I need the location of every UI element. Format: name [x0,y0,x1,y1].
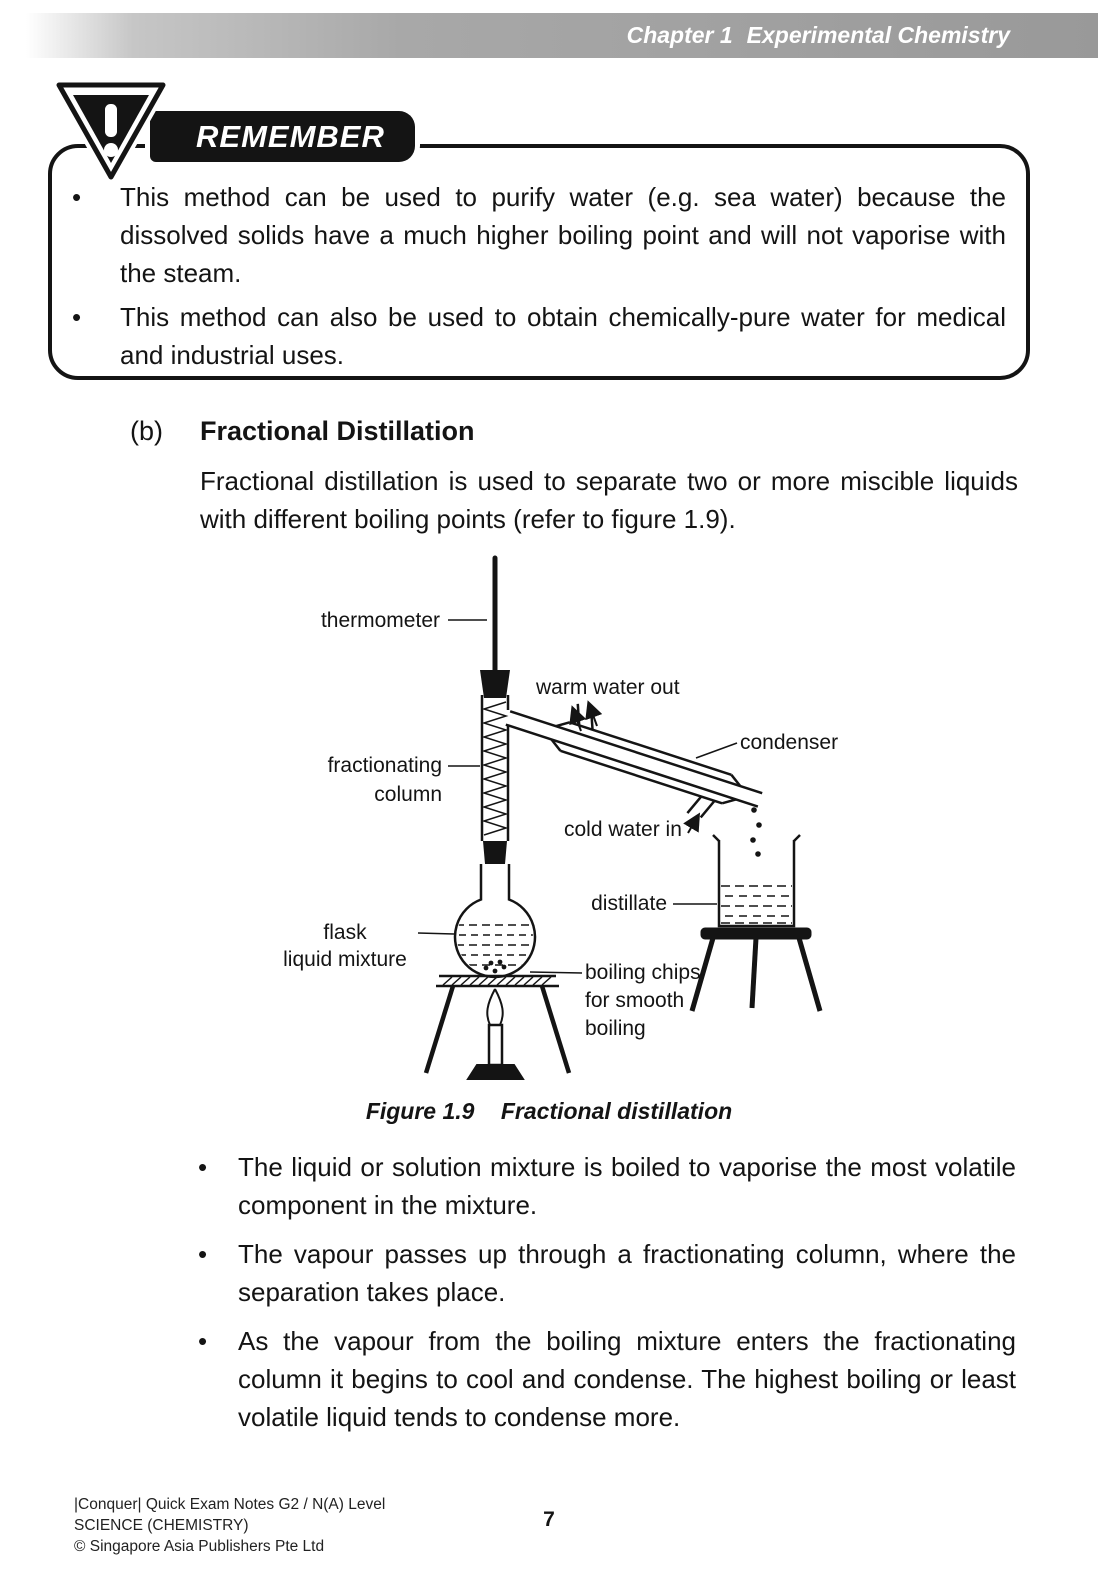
condenser-tube [497,685,771,833]
chapter-number: Chapter 1 [626,22,733,48]
fractionating-column [482,695,508,841]
label-flask-2: liquid mixture [283,948,407,971]
body-bullet-list [198,1148,1016,1447]
page-number: 7 [543,1508,555,1531]
list-item [198,1148,1016,1224]
label-thermometer: thermometer [320,609,440,632]
section-marker: (b) [130,416,163,446]
label-distillate: distillate [591,892,667,915]
footer-line-2: SCIENCE (CHEMISTRY) [74,1517,249,1534]
cold-water-arrow [688,816,698,833]
figure-caption-text: Fractional distillation [500,1098,733,1124]
label-flask: flask [323,921,367,944]
list-item [72,298,1020,374]
label-warm-water-out: warm water out [536,676,680,699]
bullet-marker: • [72,182,82,212]
section-heading [130,416,475,447]
label-fractionating-column: fractionating [327,754,442,777]
label-condenser: condenser [740,731,839,754]
label-boiling-chips-2: for smooth [585,989,685,1012]
beaker-liquid [721,886,793,923]
bullet-marker: • [198,1326,208,1356]
remember-bullet-1: This method can be used to purify water (e.g. sea water) because the dissolved solids have a much higher boiling point and will not vaporise with the steam. [120,182,1006,288]
body-bullet-2: The vapour passes up through a fractionating column, where the separation takes place. [238,1239,1016,1307]
beaker-stand [692,928,820,1011]
fractional-distillation-diagram [240,552,940,1096]
condenser-water-inlet [687,794,701,815]
remember-bullet-2: This method can also be used to obtain chemically-pure water for medical and industrial uses. [120,302,1006,370]
label-fractionating-column-2: column [374,783,442,806]
bullet-marker: • [198,1152,208,1182]
tripod-legs [426,986,569,1073]
remember-banner: REMEMBER [150,111,415,162]
bullet-marker: • [72,302,82,332]
figure-caption-label: Figure 1.9 [365,1098,475,1124]
bullet-marker: • [198,1239,208,1269]
label-cold-water-in: cold water in [564,818,682,841]
body-bullet-3: As the vapour from the boiling mixture enters the fractionating column it begins to cool and condense. The highest boiling or least volatile liquid tends to condense more. [238,1326,1016,1432]
list-item [72,178,1020,292]
body-bullet-1: The liquid or solution mixture is boiled to vaporise the most volatile component in the mixture. [238,1152,1016,1220]
column-bottom-stopper [483,841,507,864]
footer-line-3: © Singapore Asia Publishers Pte Ltd [74,1538,325,1555]
figure-caption [0,1098,1098,1125]
warning-icon [50,78,172,187]
beaker [713,835,800,926]
chapter-header [26,13,1098,58]
section-intro-paragraph: Fractional distillation is used to separate two or more miscible liquids with different boiling points (refer to figure 1.9). [200,466,1018,534]
list-item [198,1235,1016,1311]
remember-bullet-list [72,178,1020,380]
bunsen-burner [468,989,523,1079]
label-boiling-chips-3: boiling [585,1017,646,1040]
chapter-title: Experimental Chemistry [746,22,1010,48]
column-top-stopper [480,670,510,698]
distillate-drops [750,807,762,857]
label-boiling-chips: boiling chips [585,961,701,984]
list-item [198,1322,1016,1436]
footer-line-1: |Conquer| Quick Exam Notes G2 / N(A) Level [74,1496,386,1513]
flame-icon [487,989,502,1025]
section-title: Fractional Distillation [200,416,475,446]
flask [455,864,535,977]
